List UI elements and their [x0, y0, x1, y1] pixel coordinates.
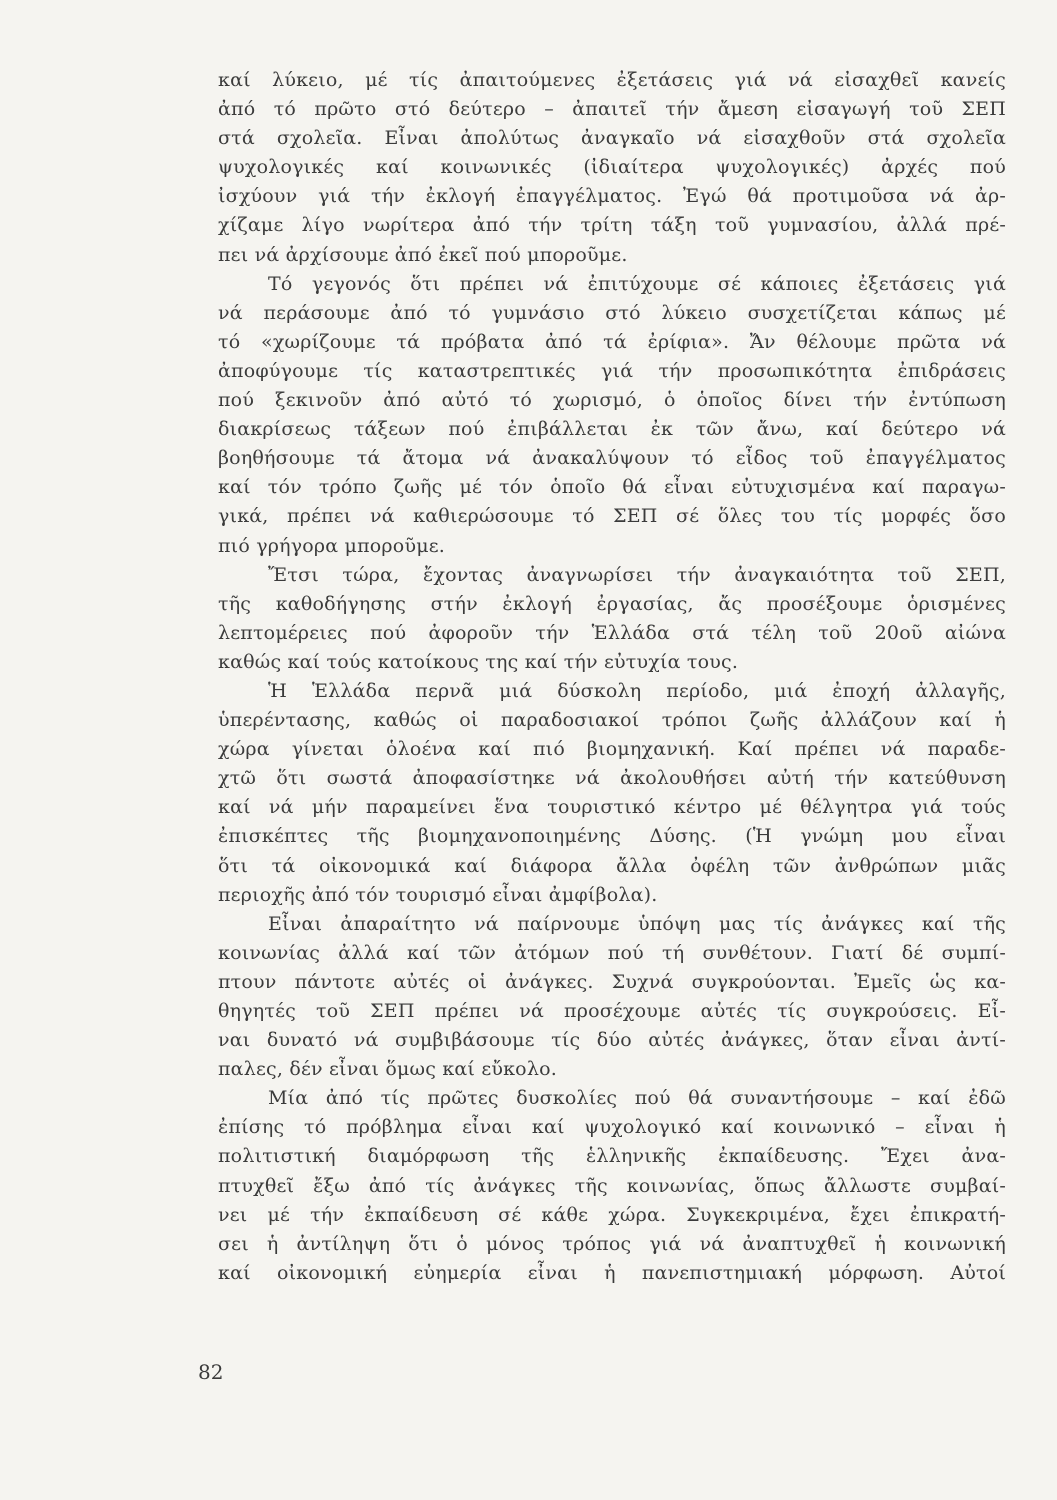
text-line: ψυχολογικές καί κοινωνικές (ἰδιαίτερα ψυχολογικές) ἀρχές πού	[218, 156, 1006, 179]
text-line: στά σχολεῖα. Εἶναι ἀπολύτως ἀναγκαῖο νά εἰσαχθοῦν στά σχολεῖα	[218, 127, 1006, 150]
text-line: νά περάσουμε ἀπό τό γυμνάσιο στό λύκειο συσχετίζεται κάπως μέ	[218, 301, 1006, 324]
text-line: Ἡ Ἑλλάδα περνᾶ μιά δύσκολη περίοδο, μιά ἐποχή ἀλλαγῆς,	[268, 679, 1006, 702]
text-line: ἐπισκέπτες τῆς βιομηχανοποιημένης Δύσης. (Ἡ γνώμη μου εἶναι	[218, 825, 1006, 848]
text-line: περιοχῆς ἀπό τόν τουρισμό εἶναι ἀμφίβολα).	[218, 883, 658, 906]
text-line: πιό γρήγορα μποροῦμε.	[218, 534, 446, 557]
text-line: τῆς καθοδήγησης στήν ἐκλογή ἐργασίας, ἄς προσέξουμε ὁρισμένες	[218, 592, 1006, 615]
text-line: καί τόν τρόπο ζωῆς μέ τόν ὁποῖο θά εἶναι εὐτυχισμένα καί παραγω-	[218, 476, 1006, 499]
text-line: Εἶναι ἀπαραίτητο νά παίρνουμε ὑπόψη μας τίς ἀνάγκες καί τῆς	[268, 912, 1006, 935]
text-line: ὑπερέντασης, καθώς οἱ παραδοσιακοί τρόποι ζωῆς ἀλλάζουν καί ἡ	[218, 709, 1006, 732]
text-line: πού ξεκινοῦν ἀπό αὐτό τό χωρισμό, ὁ ὁποῖος δίνει τήν ἐντύπωση	[218, 389, 1006, 412]
text-line: παλες, δέν εἶναι ὅμως καί εὔκολο.	[218, 1058, 557, 1081]
text-line: ἐπίσης τό πρόβλημα εἶναι καί ψυχολογικό καί κοινωνικό – εἶναι ἡ	[218, 1116, 1006, 1139]
text-line: χτῶ ὅτι σωστά ἀποφασίστηκε νά ἀκολουθήσει αὐτή τήν κατεύθυνση	[218, 767, 1006, 790]
text-line: καί λύκειο, μέ τίς ἀπαιτούμενες ἐξετάσεις γιά νά εἰσαχθεῖ κανείς	[218, 69, 1006, 91]
text-line: Τό γεγονός ὅτι πρέπει νά ἐπιτύχουμε σέ κάποιες ἐξετάσεις γιά	[268, 272, 1006, 295]
text-line: ὅτι τά οἰκονομικά καί διάφορα ἄλλα ὀφέλη τῶν ἀνθρώπων μιᾶς	[218, 854, 1006, 877]
text-line: πτυχθεῖ ἔξω ἀπό τίς ἀνάγκες τῆς κοινωνίας, ὅπως ἄλλωστε συμβαί-	[218, 1174, 1006, 1197]
text-line: καί οἰκονομική εὐημερία εἶναι ἡ πανεπιστημιακή μόρφωση. Αὐτοί	[218, 1261, 1006, 1284]
text-line: λεπτομέρειες πού ἀφοροῦν τήν Ἑλλάδα στά τέλη τοῦ 20οῦ αἰώνα	[218, 621, 1006, 644]
text-line: Ἔτσι τώρα, ἔχοντας ἀναγνωρίσει τήν ἀναγκαιότητα τοῦ ΣΕΠ,	[268, 563, 1006, 586]
text-line: χίζαμε λίγο νωρίτερα ἀπό τήν τρίτη τάξη τοῦ γυμνασίου, ἀλλά πρέ-	[218, 214, 1006, 237]
text-line: χώρα γίνεται ὁλοένα καί πιό βιομηχανική. Καί πρέπει νά παραδε-	[218, 738, 1006, 761]
body-text	[218, 66, 1006, 1288]
text-line: πολιτιστική διαμόρφωση τῆς ἑλληνικῆς ἐκπαίδευσης. Ἔχει ἀνα-	[218, 1145, 1006, 1168]
text-line: βοηθήσουμε τά ἄτομα νά ἀνακαλύψουν τό εἶδος τοῦ ἐπαγγέλματος	[218, 447, 1006, 470]
text-line: ναι δυνατό νά συμβιβάσουμε τίς δύο αὐτές ἀνάγκες, ὅταν εἶναι ἀντί-	[218, 1029, 1006, 1052]
text-line: ἀπό τό πρῶτο στό δεύτερο – ἀπαιτεῖ τήν ἄμεση εἰσαγωγή τοῦ ΣΕΠ	[218, 98, 1006, 121]
text-line: πει νά ἀρχίσουμε ἀπό ἐκεῖ πού μποροῦμε.	[218, 243, 628, 266]
text-line: τό «χωρίζουμε τά πρόβατα ἀπό τά ἐρίφια». Ἄν θέλουμε πρῶτα νά	[218, 330, 1006, 353]
text-line: ἰσχύουν γιά τήν ἐκλογή ἐπαγγέλματος. Ἐγώ θά προτιμοῦσα νά ἀρ-	[218, 185, 1006, 208]
text-line: καθώς καί τούς κατοίκους της καί τήν εὐτυχία τους.	[218, 650, 739, 673]
text-line: σει ἡ ἀντίληψη ὅτι ὁ μόνος τρόπος γιά νά ἀναπτυχθεῖ ἡ κοινωνική	[218, 1232, 1006, 1255]
text-line: Μία ἀπό τίς πρῶτες δυσκολίες πού θά συναντήσουμε – καί ἐδῶ	[268, 1087, 1006, 1110]
text-line: κοινωνίας ἀλλά καί τῶν ἀτόμων πού τή συνθέτουν. Γιατί δέ συμπί-	[218, 941, 1006, 964]
text-line: καί νά μήν παραμείνει ἕνα τουριστικό κέντρο μέ θέλγητρα γιά τούς	[218, 796, 1006, 819]
text-line: πτουν πάντοτε αὐτές οἱ ἀνάγκες. Συχνά συγκρούονται. Ἐμεῖς ὡς κα-	[218, 970, 1006, 993]
text-line: ἀποφύγουμε τίς καταστρεπτικές γιά τήν προσωπικότητα ἐπιδράσεις	[218, 359, 1006, 382]
text-line: θηγητές τοῦ ΣΕΠ πρέπει νά προσέχουμε αὐτές τίς συγκρούσεις. Εἶ-	[218, 1000, 1006, 1022]
page-number: 82	[198, 1360, 224, 1384]
text-line: νει μέ τήν ἐκπαίδευση σέ κάθε χώρα. Συγκεκριμένα, ἔχει ἐπικρατή-	[218, 1203, 1006, 1226]
text-line: διακρίσεως τάξεων πού ἐπιβάλλεται ἐκ τῶν ἄνω, καί δεύτερο νά	[218, 418, 1006, 441]
text-line: γικά, πρέπει νά καθιερώσουμε τό ΣΕΠ σέ ὅλες του τίς μορφές ὅσο	[218, 505, 1006, 528]
